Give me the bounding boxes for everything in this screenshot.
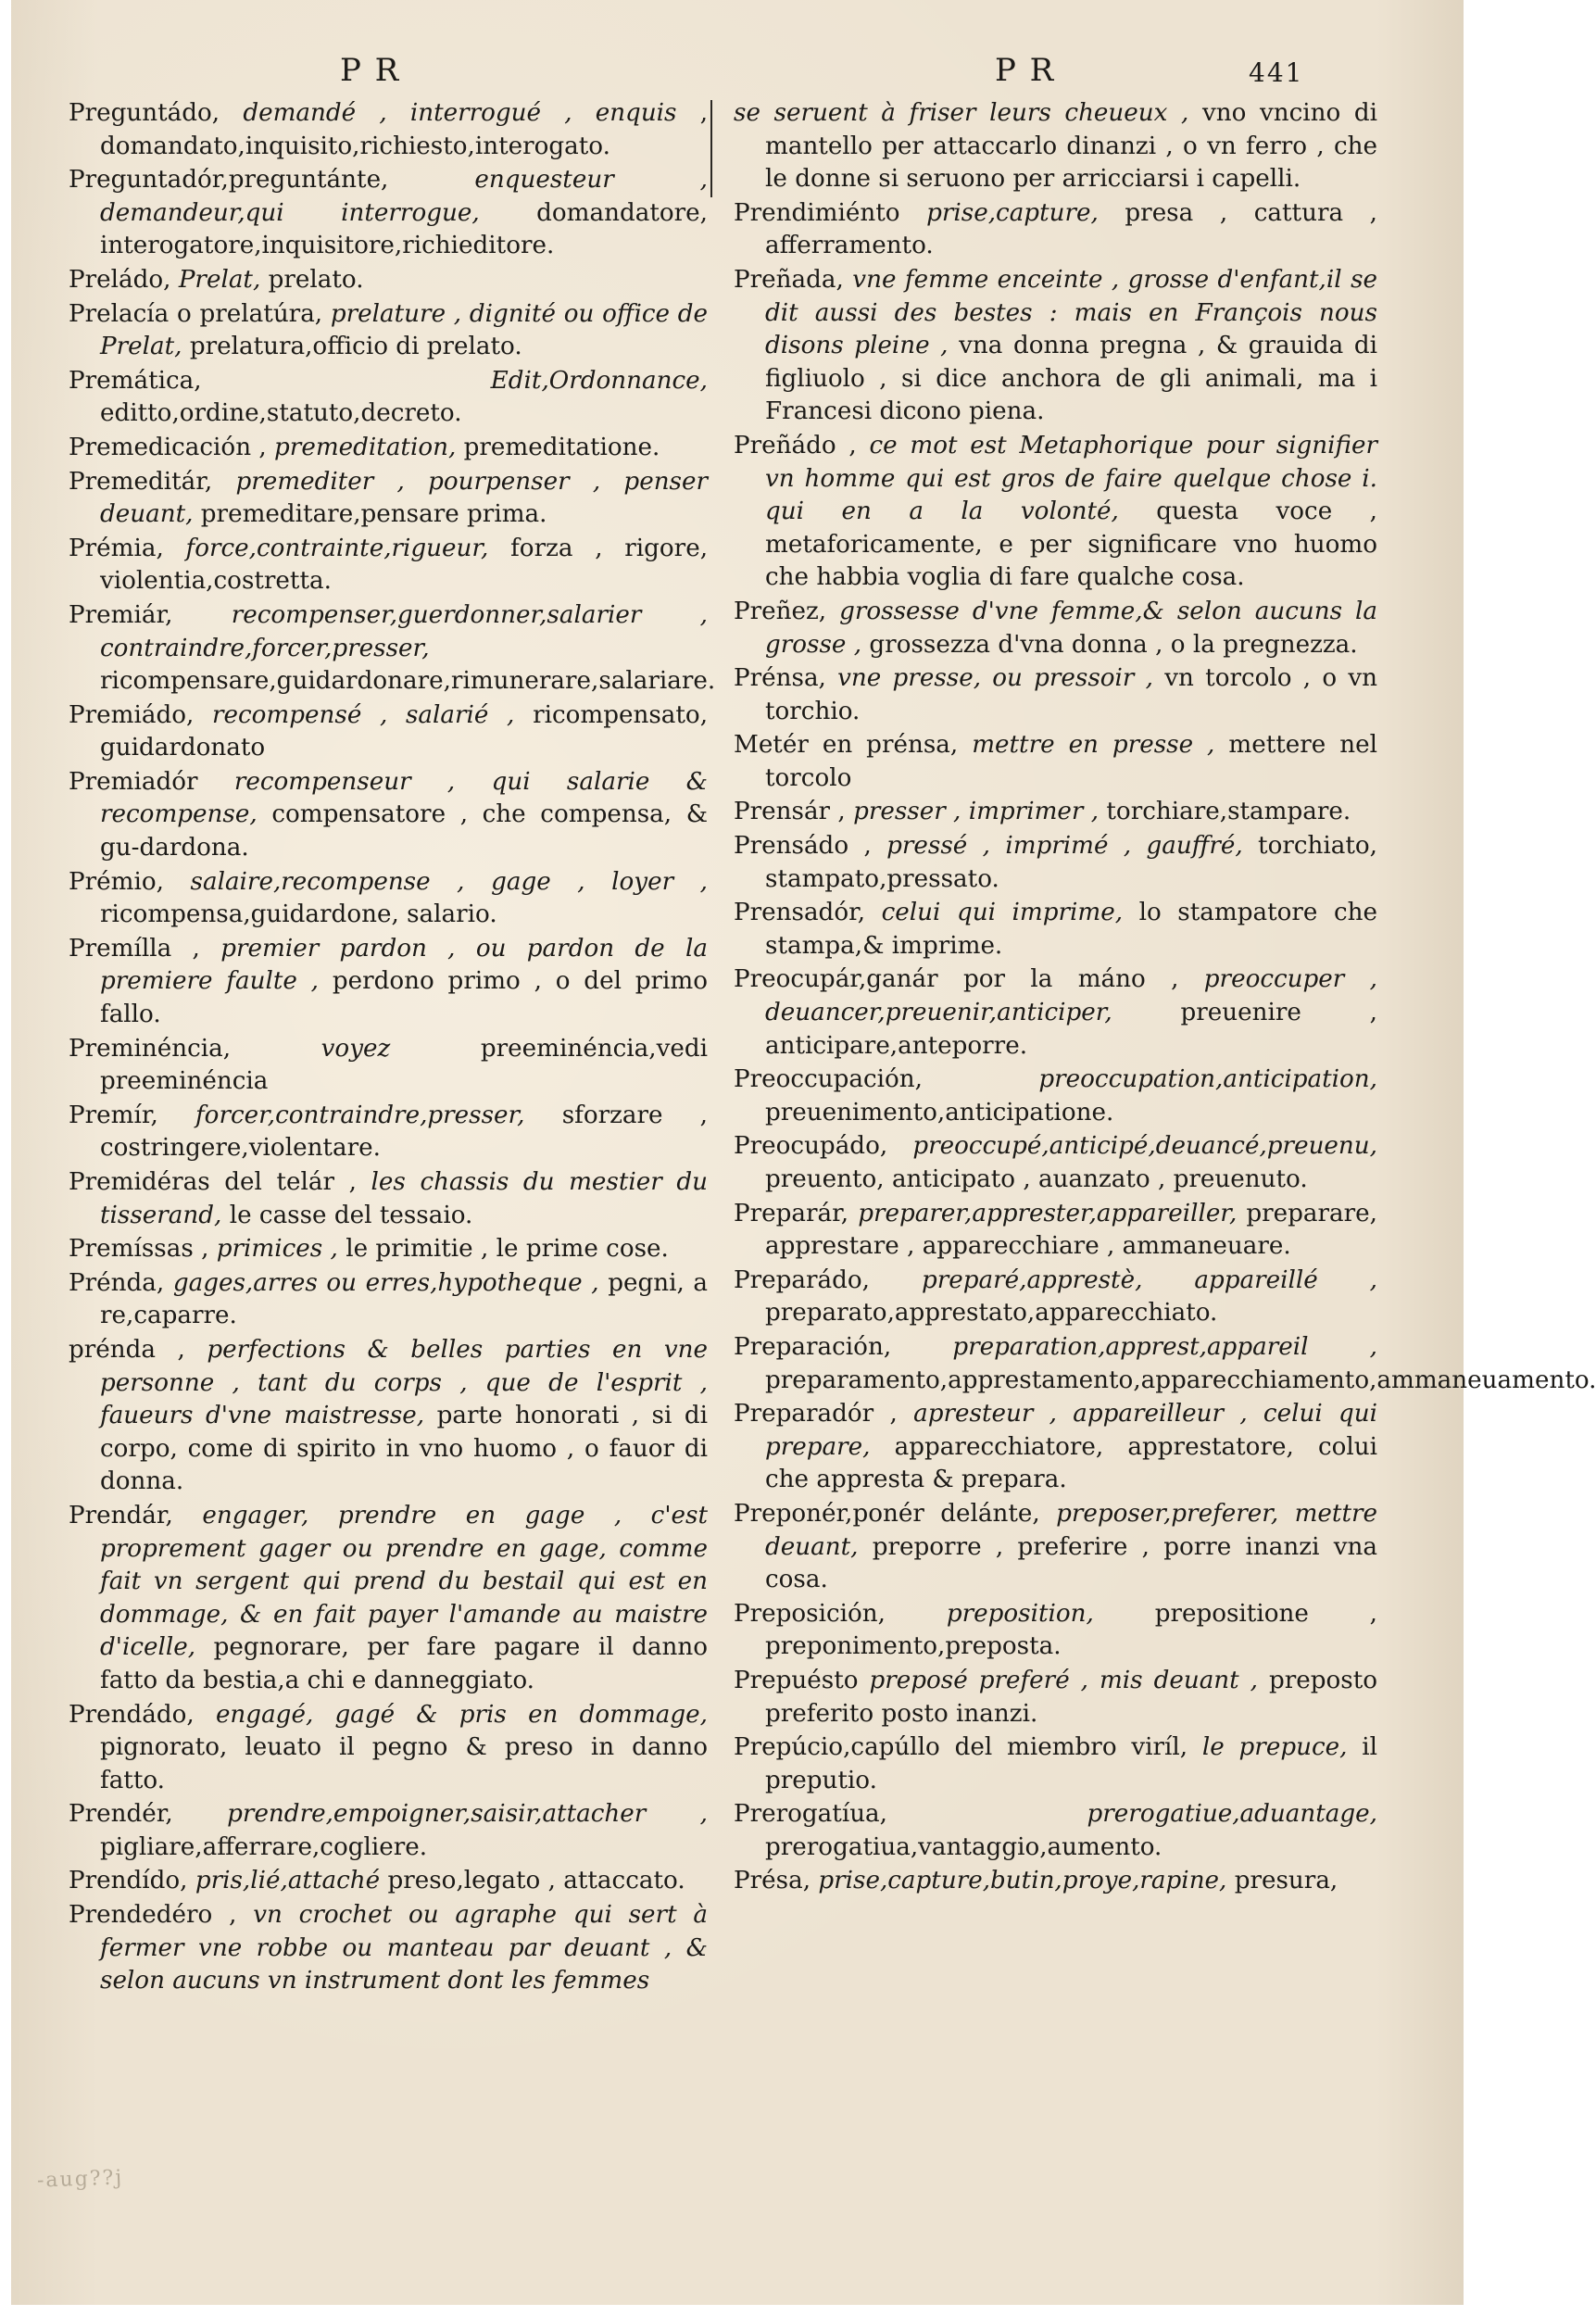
headword: Prepuésto	[734, 1666, 859, 1694]
dictionary-entry	[69, 766, 708, 865]
french-gloss: prelature , dignité ou office de Prelat,	[100, 299, 708, 361]
french-gloss: demandé , interrogué , enquis	[243, 99, 677, 127]
headword: Preparár,	[734, 1199, 849, 1227]
headword: Prensár ,	[734, 798, 846, 826]
dictionary-entry	[69, 533, 708, 598]
french-gloss: presser , imprimer ,	[853, 798, 1100, 826]
dictionary-entry	[734, 796, 1377, 829]
headword: Preparádo,	[734, 1265, 870, 1294]
dictionary-entry	[734, 1498, 1377, 1597]
french-gloss: forcer,contraindre,presser,	[195, 1101, 525, 1129]
headword: Prendár,	[69, 1501, 173, 1529]
headword: Premática,	[69, 366, 202, 395]
dictionary-entry	[734, 430, 1377, 595]
dictionary-entry	[69, 1166, 708, 1232]
italian-gloss: forza , rigore, violentia,costretta.	[100, 534, 709, 596]
headword: Premidéras del telár ,	[69, 1168, 357, 1196]
headword: Preoccupación,	[734, 1065, 923, 1094]
dictionary-entry	[734, 1064, 1377, 1129]
dictionary-entry	[734, 264, 1377, 429]
italian-gloss: pignorato, leuato il pegno & preso in danno fatto.	[100, 1733, 708, 1794]
dictionary-entry	[69, 1899, 708, 1998]
dictionary-entry	[734, 197, 1377, 263]
dictionary-entry	[734, 1598, 1377, 1664]
french-gloss: preposé preferé , mis deuant ,	[869, 1666, 1258, 1694]
french-gloss: engager, prendre en gage , c'est proprement gager ou prendre en gage, comme fait vn sergent qui prend du bestail qui est en dommage, & en fait payer l'amande au maistre d'icelle,	[100, 1501, 709, 1662]
headword: Premiár,	[69, 600, 173, 629]
french-gloss: apresteur , appareilleur , celui qui prepare,	[765, 1400, 1377, 1461]
header-left: P R	[340, 52, 401, 89]
headword: Prendimiénto	[734, 198, 900, 227]
french-gloss: vne presse, ou pressoir ,	[837, 664, 1154, 693]
italian-gloss: prelato.	[268, 265, 364, 294]
french-gloss: celui qui imprime,	[881, 899, 1124, 927]
italian-gloss: parte honorati , si di corpo, come di spirito in vno huomo , o fauor di donna.	[100, 1402, 708, 1496]
headword: Premílla ,	[69, 934, 200, 963]
dictionary-entry	[734, 97, 1377, 196]
signature-mark: -aug??j	[36, 2166, 124, 2193]
dictionary-entry	[69, 298, 708, 364]
headword: Présa,	[734, 1867, 811, 1895]
italian-gloss: pegni, a re,caparre.	[100, 1268, 708, 1330]
dictionary-entry	[734, 1130, 1377, 1196]
french-gloss: le prepuce,	[1201, 1733, 1348, 1762]
headword: Preguntádo,	[69, 99, 220, 127]
french-gloss: preposer,preferer, mettre deuant,	[765, 1499, 1377, 1561]
french-gloss: pris,lié,attaché	[195, 1867, 381, 1895]
dictionary-entry	[69, 1100, 708, 1165]
running-header	[11, 52, 1464, 98]
headword: Metér en prénsa,	[734, 731, 959, 760]
italian-gloss: prelatura,officio di prelato.	[189, 333, 522, 361]
headword: prénda ,	[69, 1335, 185, 1364]
italian-gloss: premeditare,pensare prima.	[200, 500, 547, 529]
french-gloss: prendre,empoigner,saisir,attacher ,	[227, 1800, 708, 1829]
headword: Premíssas ,	[69, 1235, 209, 1264]
french-gloss: preoccuper , deuancer,preuenir,anticiper,	[765, 965, 1377, 1027]
italian-gloss: premeditatione.	[463, 433, 660, 461]
headword: Prendído,	[69, 1867, 188, 1895]
french-gloss: se seruent à friser leurs cheueux ,	[734, 99, 1189, 127]
headword: Prénsa,	[734, 664, 826, 693]
headword: Prerogatíua,	[734, 1800, 887, 1829]
french-gloss: prise,capture,	[926, 198, 1099, 227]
dictionary-entry	[734, 1398, 1377, 1497]
dictionary-entry	[69, 97, 708, 163]
french-gloss: les chassis du mestier du tisserand,	[100, 1168, 709, 1229]
italian-gloss: questa voce , metaforicamente, e per significare vno huomo che habbia voglia di fare qualche cosa.	[765, 497, 1377, 592]
headword: Prepúcio,capúllo del miembro viríl,	[734, 1733, 1188, 1762]
french-gloss: perfections & belles parties en vne personne , tant du corps , que de l'esprit , faueurs d'vne maistresse,	[100, 1335, 709, 1430]
italian-gloss: grossezza d'vna donna , o la pregnezza.	[869, 630, 1358, 659]
dictionary-entry	[734, 1798, 1377, 1864]
italian-gloss: preporre , preferire , porre inanzi vna cosa.	[765, 1532, 1378, 1594]
headword: Preñada,	[734, 265, 844, 294]
headword: Premiádo,	[69, 700, 195, 729]
dictionary-entry	[69, 432, 708, 465]
french-gloss: preparer,apprester,appareiller,	[858, 1199, 1238, 1227]
header-right: P R	[995, 52, 1056, 89]
french-gloss: premier pardon , ou pardon de la premiere faulte ,	[100, 934, 709, 996]
italian-gloss: torchiato, stampato,pressato.	[765, 832, 1377, 893]
italian-gloss: vno vncino di mantello per attaccarlo dinanzi , o vn ferro , che le donne si seruono per arricciarsi i capelli.	[765, 99, 1377, 194]
french-gloss: mettre en presse ,	[972, 731, 1215, 760]
italian-gloss: preparamento,apprestamento,apparecchiamento,ammaneuamento.	[765, 1366, 1596, 1394]
italian-gloss: presura,	[1234, 1867, 1338, 1895]
italian-gloss: preposto preferito posto inanzi.	[765, 1666, 1378, 1728]
french-gloss: pressé , imprimé , gauffré,	[886, 832, 1243, 861]
dictionary-entry	[69, 1865, 708, 1898]
french-gloss: preposition,	[946, 1599, 1094, 1628]
headword: Premiadór	[69, 767, 198, 796]
french-gloss: grossesse d'vne femme,& selon aucuns la grosse ,	[765, 597, 1377, 659]
french-gloss: prerogatiue,aduantage,	[1087, 1800, 1377, 1829]
dictionary-entry	[69, 1798, 708, 1864]
french-gloss: engagé, gagé & pris en dommage,	[215, 1700, 709, 1729]
italian-gloss: preeminéncia,vedi preeminéncia	[100, 1034, 708, 1096]
dictionary-entry	[69, 1267, 708, 1333]
dictionary-entry	[69, 1334, 708, 1499]
headword: Prelacía o prelatúra,	[69, 299, 323, 328]
italian-gloss: prerogatiua,vantaggio,aumento.	[765, 1832, 1162, 1861]
headword: Preponér,ponér delánte,	[734, 1499, 1040, 1528]
french-gloss: vn crochet ou agraphe qui sert à fermer vne robbe ou manteau par deuant , & selon aucuns vn instrument dont les femmes	[100, 1901, 708, 1995]
french-gloss: Edit,Ordonnance,	[490, 366, 708, 395]
italian-gloss: preparare, apprestare , apparecchiare , ammaneuare.	[765, 1199, 1378, 1261]
french-gloss: gages,arres ou erres,hypotheque ,	[172, 1268, 599, 1297]
dictionary-entry	[69, 1233, 708, 1266]
italian-gloss: perdono primo , o del primo fallo.	[100, 967, 708, 1029]
headword: Preocupár,ganár por la máno ,	[734, 965, 1179, 994]
italian-gloss: il preputio.	[765, 1733, 1377, 1794]
french-gloss: preparé,apprestè, appareillé ,	[921, 1265, 1377, 1294]
column-rule	[710, 100, 712, 197]
french-gloss: prise,capture,butin,proye,rapine,	[818, 1867, 1227, 1895]
italian-gloss: preuenimento,anticipatione.	[765, 1098, 1114, 1127]
dictionary-entry	[734, 1331, 1596, 1397]
italian-gloss: le primitie , le prime cose.	[346, 1235, 669, 1264]
headword: Prémia,	[69, 534, 164, 562]
italian-gloss: editto,ordine,statuto,decreto.	[100, 399, 462, 428]
french-gloss: voyez	[320, 1034, 391, 1063]
french-gloss: ce mot est Metaphorique pour signifier vn homme qui est gros de faire quelque chose i. qui en a la volonté,	[765, 431, 1378, 526]
headword: Preñádo ,	[734, 431, 857, 459]
headword: Prénda,	[69, 1268, 165, 1297]
french-gloss: recompenser,guerdonner,salarier , contraindre,forcer,presser,	[100, 600, 708, 662]
italian-gloss: le casse del tessaio.	[229, 1201, 473, 1229]
headword: Preminéncia,	[69, 1034, 232, 1063]
dictionary-entry	[69, 866, 708, 932]
italian-gloss: prepositione , preponimento,preposta.	[765, 1599, 1378, 1661]
dictionary-entry	[69, 1500, 708, 1698]
italian-gloss: pigliare,afferrare,cogliere.	[100, 1832, 428, 1861]
dictionary-entry	[69, 933, 708, 1032]
headword: Preládo,	[69, 265, 171, 294]
italian-gloss: apparecchiatore, apprestatore, colui che appresta & prepara.	[765, 1432, 1377, 1494]
dictionary-entry	[69, 1033, 708, 1099]
italian-gloss: pegnorare, per fare pagare il danno fatto da bestia,a chi e danneggiato.	[100, 1633, 709, 1694]
french-gloss: primices ,	[216, 1235, 338, 1264]
dictionary-entry	[734, 729, 1377, 795]
dictionary-entry	[69, 466, 708, 532]
headword: Premedicación ,	[69, 433, 267, 461]
italian-gloss: ricompensare,guidardonare,rimunerare,salariare.	[100, 667, 716, 696]
dictionary-entry	[69, 699, 708, 765]
italian-gloss: torchiare,stampare.	[1106, 798, 1351, 826]
dictionary-entry	[734, 1865, 1377, 1898]
french-gloss: salaire,recompense , gage , loyer ,	[190, 867, 708, 896]
french-gloss: recompensé , salarié ,	[211, 700, 515, 729]
italian-gloss: ricompensa,guidardone, salario.	[100, 900, 497, 929]
dictionary-entry	[734, 963, 1377, 1063]
headword: Prensádo ,	[734, 832, 872, 861]
headword: Premír,	[69, 1101, 158, 1129]
headword: Preguntadór,preguntánte,	[69, 166, 389, 195]
page	[11, 0, 1596, 2305]
dictionary-entry	[734, 596, 1377, 661]
dictionary-entry	[734, 830, 1377, 896]
french-gloss: preoccupation,anticipation,	[1038, 1065, 1377, 1094]
dictionary-entry	[69, 164, 708, 263]
headword: Preparación,	[734, 1332, 892, 1361]
headword: Prensadór,	[734, 899, 866, 927]
italian-gloss: preuenire , anticipare,anteporre.	[765, 999, 1377, 1060]
italian-gloss: vn torcolo , o vn torchio.	[765, 664, 1378, 725]
dictionary-entry	[69, 264, 708, 297]
italian-gloss: ricompensato, guidardonato	[100, 700, 709, 762]
headword: Preposición,	[734, 1599, 886, 1628]
italian-gloss: mettere nel torcolo	[765, 731, 1377, 792]
headword: Prendedéro ,	[69, 1901, 237, 1930]
italian-gloss: sforzare , costringere,violentare.	[100, 1101, 709, 1163]
dictionary-entry	[734, 1198, 1377, 1264]
left-column	[69, 97, 716, 1999]
italian-gloss: domandatore, interogatore,inquisitore,richieditore.	[100, 198, 709, 260]
headword: Preñez,	[734, 597, 827, 625]
dictionary-entry	[69, 365, 708, 431]
dictionary-entry	[734, 897, 1377, 963]
french-gloss: preoccupé,anticipé,deuancé,preuenu,	[912, 1132, 1377, 1161]
french-gloss: premediter , pourpenser , penser deuant,	[100, 467, 709, 529]
french-gloss: enquesteur , demandeur,qui interrogue,	[100, 166, 709, 227]
french-gloss: preparation,apprest,appareil ,	[952, 1332, 1377, 1361]
headword: Prémio,	[69, 867, 164, 896]
dictionary-entry	[734, 1731, 1377, 1797]
italian-gloss: preparato,apprestato,apparecchiato.	[765, 1299, 1218, 1328]
italian-gloss: , domandato,inquisito,richiesto,interogato.	[100, 99, 709, 160]
french-gloss: premeditation,	[274, 433, 457, 461]
headword: Premeditár,	[69, 467, 213, 496]
italian-gloss: presa , cattura , afferramento.	[765, 198, 1377, 260]
italian-gloss: vna donna pregna , & grauida di figliuolo , si dice anchora de gli animali, ma i Francesi dicono piena.	[765, 332, 1378, 426]
italian-gloss: preso,legato , attaccato.	[387, 1867, 685, 1895]
headword: Prendádo,	[69, 1700, 195, 1729]
italian-gloss: lo stampatore che stampa,& imprime.	[765, 899, 1377, 960]
french-gloss: Prelat,	[178, 265, 261, 294]
french-gloss: force,contrainte,rigueur,	[185, 534, 489, 562]
italian-gloss: compensatore , che compensa, & gu-dardona.	[100, 800, 709, 862]
headword: Preparadór ,	[734, 1400, 898, 1429]
dictionary-entry	[69, 1699, 708, 1798]
dictionary-entry	[734, 1665, 1377, 1731]
italian-gloss: preuento, anticipato , auanzato , preuenuto.	[765, 1165, 1308, 1193]
headword: Prendér,	[69, 1800, 173, 1829]
headword: Preocupádo,	[734, 1132, 888, 1161]
dictionary-entry	[69, 599, 716, 699]
dictionary-entry	[734, 1265, 1377, 1330]
right-column	[734, 97, 1596, 1899]
dictionary-entry	[734, 662, 1377, 728]
french-gloss: recompenseur , qui salarie & recompense,	[100, 767, 708, 829]
french-gloss: vne femme enceinte , grosse d'enfant,il se dit aussi des bestes : mais en François nous disons pleine ,	[765, 265, 1378, 360]
page-number: 441	[1249, 57, 1304, 88]
